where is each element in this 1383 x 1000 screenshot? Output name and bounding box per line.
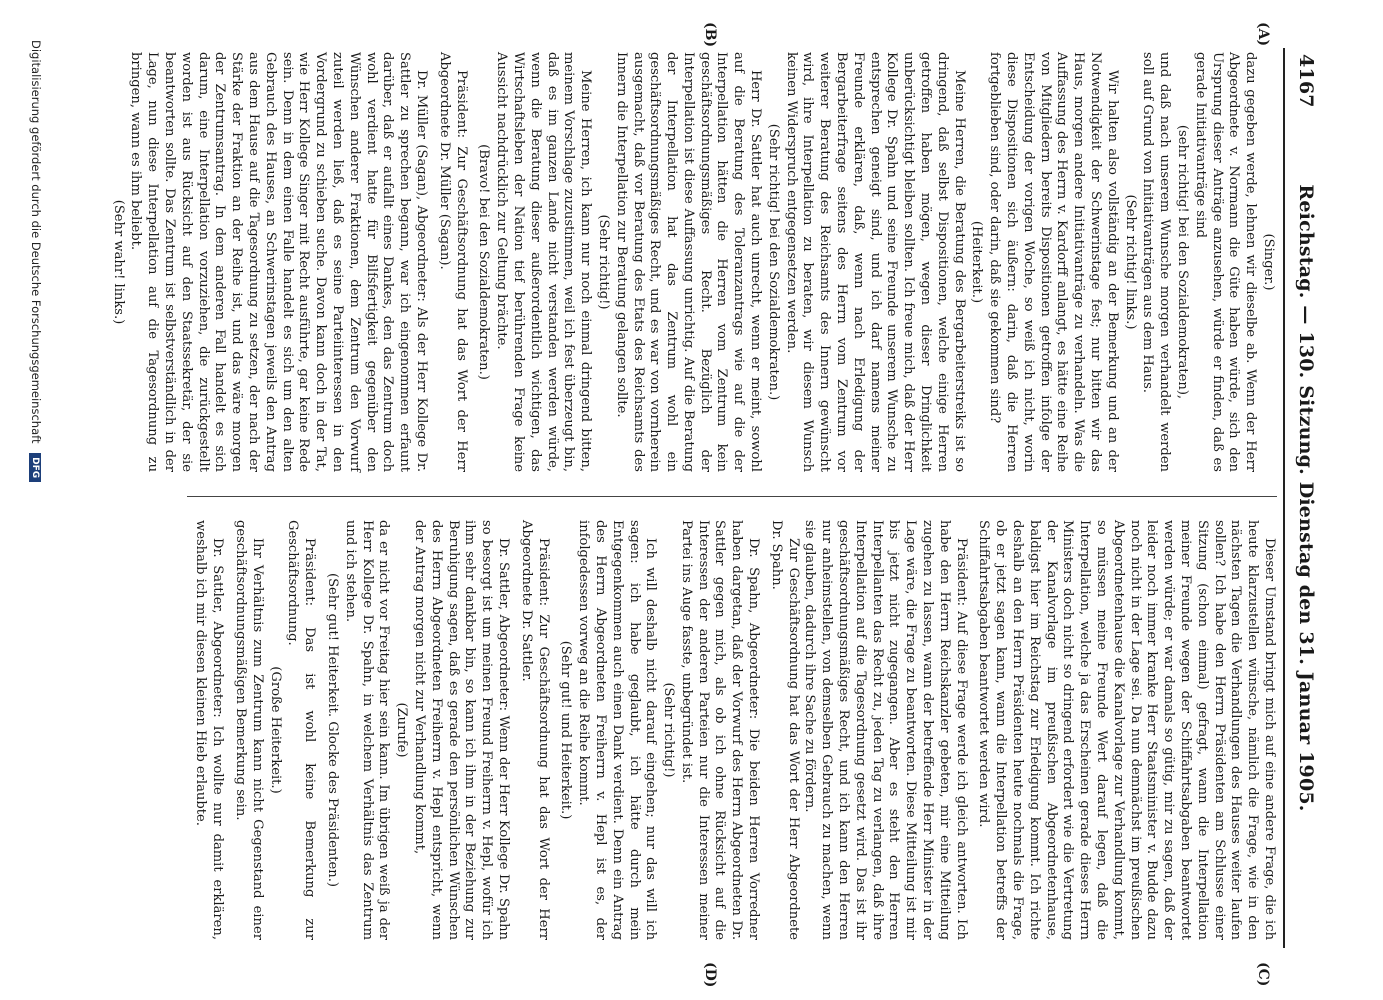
paragraph: Dieser Umstand bringt mich auf eine andere Frage, die ich heute klarzustellen wünsche, nämlich die Frage, wie in den nächsten Tagen die Verhandlungen des Hauses weiter laufen sollen? Ich habe den Herrn Präsidenten am Schlusse einer Sitzung (schon einmal) gefragt, wann die Interpellation meiner Freunde wegen der Schiffahrtsabgaben beantwortet werden würde; er war damals so gütig, mir zu sagen, daß der leider noch immer kranke Herr Staatsminister v. Budde dazu noch nicht in der Lage sei. Da nun demnächst im preußischen Abgeordnetenhause die Kanalvorlage zur Verhandlung kommt, so müssen meine Freunde Wert darauf legen, daß die Interpellation, welche ja das Erscheinen gerade dieses Herrn Ministers doch nicht so dringend erfordert wie die Vertretung der Kanalvorlage im preußischen Abgeordnetenhause, baldigst hier im Reichstag zur Erledigung kommt. Ich richte deshalb an den Herrn Präsidenten heute nochmals die Frage, ob er jetzt sagen kann, wann die Interpellation betreffs der Schiffahrtsabgaben beantwortet werden wird. bbox=[976, 520, 1277, 940]
right-column bbox=[192, 520, 1277, 940]
remark: (Sehr gut! Heiterkeit. Glocke des Präsidenten.) bbox=[324, 572, 340, 888]
paragraph: dazu gegeben werde, lehnen wir dieselbe ab. Wenn der Herr Abgeordnete v. Normann die Güte haben würde, sich den Ursprung dieser Anträge anzusehen, würde er finden, daß es gerade Initiativanträge sind bbox=[1192, 52, 1259, 472]
paragraph: Meine Herren, die Beratung des Bergarbeiterstreiks ist so dringend, daß selbst Dispositionen, welche einige Herren getroffen haben mögen, wegen dieser Dringlichkeit unberücksichtigt bleiben sollten. Ich freue mich, daß der Herr Kollege Dr. Spahn und seine Freunde unserem Wunsche zu entsprechen geneigt sind, und ich darf namens meiner Freunde erklären, daß, wenn nach Erledigung der Bergarbeiterfrage seitens des Herrn vom Zentrum vor weiterer Beratung des Reichsamts des Innern gewünscht wird, ihre Interpellation zu beraten, wir diesem Wunsch keinen Widerspruch entgegensetzen werden. bbox=[783, 52, 967, 472]
remark: (Sehr gut! und Heiterkeit.) bbox=[558, 640, 574, 820]
president-statement: Präsident: Zur Geschäftsordnung hat das Wort der Herr Abgeordnete Dr. Müller (Sagan). bbox=[436, 52, 469, 472]
column-divider bbox=[187, 496, 1277, 497]
margin-mark-c: (C) bbox=[1255, 962, 1271, 987]
remark: (Sehr richtig!) bbox=[595, 214, 611, 310]
digitization-footer bbox=[29, 40, 43, 960]
dfg-logo: DFG bbox=[30, 453, 42, 482]
left-column bbox=[108, 52, 1277, 472]
paragraph: Dr. Sattler, Abgeordneter: Ich wollte nur damit erklären, weshalb ich mir diesen kleinen Hieb erlaubte. bbox=[193, 520, 226, 940]
remark: (Sehr richtig!) bbox=[661, 682, 677, 778]
page-header bbox=[1283, 48, 1321, 948]
margin-mark-b: (B) bbox=[702, 22, 718, 48]
remark: (Sehr richtig! links.) bbox=[1122, 194, 1138, 330]
paragraph: Dr. Müller (Sagan), Abgeordneter: Als der Herr Kollege Dr. Sattler zu sprechen begann, war ich eingenommen erfaunt darüber, daß er aufallt eines Dankes, den das Zentrum doch wohl verdient hatte für Bilfsfertigkeit gegenüber den Wünschen anderer Fraktionen, dem Zentrum den Vorwurf zuteil werden ließ, daß es seine Parteiinteressen in den Vordergrund zu schieben suche. Davon kann doch in der Tat, wie Herr Kollege Singer mit Recht ausführte, gar keine Rede sein. Denn in dem einen Falle handelt es sich um den alten Gebrauch des Hauses, an Schwerinstagen jeweils den Antrag aus dem Hause auf die Tagesordnung zu setzen, der nach der Stärke der Fraktion an der Reihe ist, und das wäre morgen der Zentrumsantrag. In dem anderen Fall handelt es sich darum, eine Interpellation vorzuziehen, die zurückgestellt worden ist aus Rücksicht auf den Staatssekretär, der sie beantworten sollte. Das Zentrum ist selbstverständlich in der Lage, nun diese Interpellation auf die Tagesordnung zu bringen, wann es ihm beliebt. bbox=[128, 52, 429, 472]
margin-mark-d: (D) bbox=[702, 962, 718, 988]
paragraph: Wir halten also vollständig an der Bemerkung und an der Notwendigkeit der Schwerinstage fest; nur bitten wir das Haus, morgen andere Initiativanträge zu verhandeln. Was die Auffassung des Herrn v. Kardorff anlangt, es hätte eine Reihe von Mitgliedern bereits Dispositionen getroffen infolge der Entscheidung der vorigen Woche, so weiß ich nicht, worin diese Dispositionen sich äußern: darin, daß die Herren fortgeblieben sind, oder darin, daß sie gekommen sind? bbox=[987, 52, 1120, 472]
paragraph: da er nicht vor Freitag hier sein kann. Im übrigen weiß ja der Herr Kollege Dr. Spahn, in welchem Verhältnis das Zentrum und ich stehen. bbox=[342, 520, 392, 940]
paragraph: Herr Dr. Sattler hat auch unrecht, wenn er meint, sowohl auf die Beratung des Toleranzantrags wie auf die der Interpellation hätten die Herren vom Zentrum kein geschäftsordnungsmäßiges Recht. Bezüglich der Interpellation ist diese Auffassung unrichtig. Auf die Beratung der Interpellation hat das Zentrum wohl ein geschäftsordnungsmäßiges Recht, und es war von vornherein ausgemacht, daß vor Beratung des Etats des Reichsamts des Innern die Interpellation zur Beratung gelangen sollte. bbox=[613, 52, 764, 472]
remark: (Sehr richtig! bei den Sozialdemokraten.) bbox=[765, 123, 781, 401]
paragraph: Ich will deshalb nicht darauf eingehen; nur das will ich sagen: ich habe geglaubt, ich hätte durch mein Entgegenkommen auch einen Dank verdient. Denn ein Antrag des Herrn Abgeordneten Freiherrn v. Hepl ist es, der infolgedessen vorweg an die Reihe kommt. bbox=[576, 520, 659, 940]
remark: (Große Heiterkeit.) bbox=[267, 666, 283, 794]
paragraph: Zur Geschäftsordnung hat das Wort der Herr Abgeordnete Dr. Spahn. bbox=[768, 520, 801, 940]
paragraph: und daß nach unserem Wunsche morgen verhandelt werden soll auf Grund von Initiativanträgen aus dem Haus. bbox=[1140, 52, 1173, 472]
speaker-tag: (Singer.) bbox=[1261, 233, 1276, 291]
page-number: 4167 bbox=[1295, 54, 1317, 108]
paragraph: Dr. Spahn, Abgeordneter: Die beiden Herren Vorredner haben dargetan, daß der Vorwurf des Herrn Abgeordneten Dr. Sattler gegen mich, als ob ich ohne Rücksicht auf die Interessen der anderen Parteien nur die Interessen meiner Partei ins Auge fasste, unbegründet ist. bbox=[678, 520, 762, 940]
president-statement: Präsident: Das ist wohl keine Bemerkung zur Geschäftsordnung. bbox=[285, 520, 318, 940]
remark: (Sehr wahr! links.) bbox=[110, 199, 126, 325]
footer-text: Digitalisierung gefördert durch die Deutsche Forschungsgemeinschaft bbox=[29, 40, 43, 444]
president-statement: Präsident: Zur Geschäftsordnung hat das Wort der Herr Abgeordnete Dr. Sattler. bbox=[518, 520, 551, 940]
paragraph: Dr. Sattler, Abgeordneter: Wenn der Herr Kollege Dr. Spahn so besorgt ist um meinen Freund Freiherrn v. Hepl, wofür ich ihm sehr dankbar bin, so kann ich ihm in der Beziehung zur Beruhigung sagen, daß es gerade den persönlichen Wünschen des Herrn Abgeordneten Freiherrn v. Hepl entspricht, wenn der Antrag morgen nicht zur Verhandlung kommt, bbox=[411, 520, 511, 940]
president-statement: Präsident: Auf diese Frage werde ich gleich antworten. Ich habe den Herrn Reichskanzler gebeten, mir eine Mitteilung zugehen zu lassen, wann der betreffende Herr Minister in der Lage wäre, die Frage zu beantworten. Diese Mitteilung ist mir bis jetzt nicht zugegangen. Aber es steht den Herren Interpellanten das Recht zu, jeden Tag zu verlangen, daß ihre Interpellation auf die Tagesordnung gesetzt wird. Das ist ihr geschäftsordnungsmäßiges Recht, und ich kann den Herren nur anheimstellen, von demselben Gebrauch zu machen, wenn sie glauben, dadurch ihre Sache zu fördern. bbox=[802, 520, 969, 940]
remark: (Bravo! bei den Sozialdemokraten.) bbox=[476, 144, 492, 380]
remark: (Zurufe) bbox=[394, 702, 410, 758]
margin-mark-a: (A) bbox=[1255, 22, 1271, 47]
paragraph: Ihr Verhältnis zum Zentrum kann nicht Gegenstand einer geschäftsordnungsmäßigen Bemerkung sein. bbox=[232, 520, 265, 940]
paragraph: Meine Herren, ich kann nur noch einmal dringend bitten, meinem Vorschlage zuzustimmen, weil ich fest überzeugt bin, daß es im ganzen Lande nicht verstanden werden würde, wenn die Beratung dieser außerordentlich wichtigen, das Wirtschaftsleben der Nation tief berührenden Frage keine Aussicht nachdrücklich zur Geltung brächte. bbox=[494, 52, 594, 472]
remark: (Heiterkeit.) bbox=[969, 220, 985, 304]
remark: (sehr richtig! bei den Sozialdemokraten), bbox=[1175, 124, 1191, 400]
page-title: Reichstag. — 130. Sitzung. Dienstag den 31. Januar 1905. bbox=[1295, 184, 1317, 812]
